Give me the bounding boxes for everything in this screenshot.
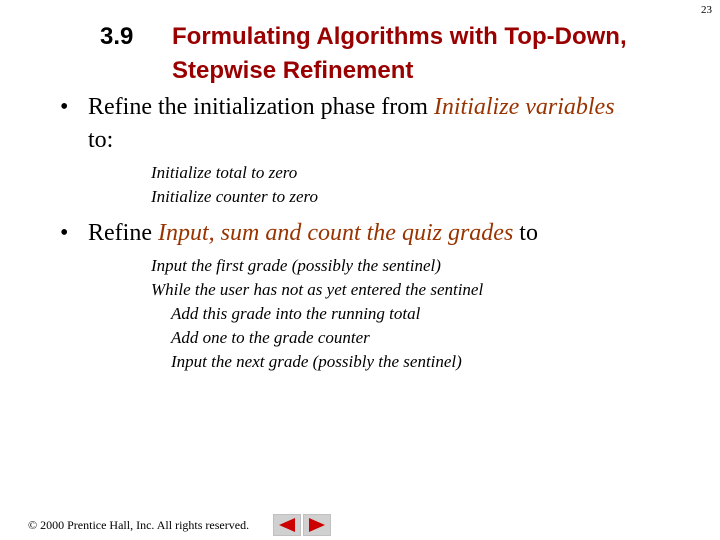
right-arrow-icon — [303, 514, 331, 536]
bullet-text: Refine Input, sum and count the quiz grades to — [88, 220, 538, 246]
pseudocode-line: Add this grade into the running total — [171, 304, 421, 323]
bullet-marker: • — [60, 220, 69, 246]
title-text: Formulating Algorithms with Top-Down, Stepwise Refinement — [172, 23, 627, 84]
pseudocode-line: Add one to the grade counter — [171, 328, 370, 347]
bullet-emphasis: Input, sum and count the quiz grades — [157, 220, 514, 246]
page-number: 23 — [701, 4, 712, 16]
pseudocode-line: Input the first grade (possibly the sentinel) — [151, 256, 441, 275]
bullet-emphasis: Initialize variables — [433, 94, 615, 120]
previous-slide-button[interactable] — [273, 514, 301, 536]
bullet-1 — [60, 91, 640, 157]
left-arrow-icon — [273, 514, 301, 536]
bullet-marker: • — [60, 94, 69, 120]
section-number: 3.9 — [100, 23, 134, 50]
pseudocode-line: Input the next grade (possibly the sentinel) — [171, 352, 462, 371]
bullet-2 — [60, 217, 680, 250]
pseudocode-line: Initialize total to zero — [151, 163, 298, 182]
copyright-footer: © 2000 Prentice Hall, Inc. All rights reserved. — [28, 518, 250, 532]
slide-title — [100, 20, 660, 88]
next-slide-button[interactable] — [303, 514, 331, 536]
pseudocode-block-1 — [151, 161, 318, 209]
pseudocode-block-2 — [151, 254, 483, 374]
pseudocode-line: While the user has not as yet entered the sentinel — [151, 280, 484, 299]
pseudocode-line: Initialize counter to zero — [151, 187, 318, 206]
bullet-text: Refine the initialization phase from Initialize variables to: — [88, 94, 615, 153]
